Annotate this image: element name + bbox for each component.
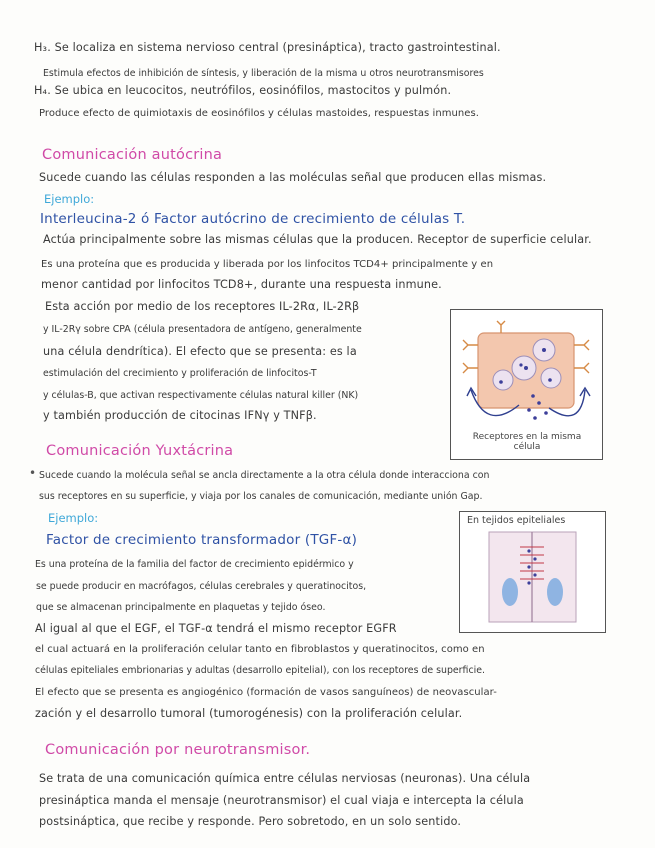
- neurotransmitter-line-2: presináptica manda el mensaje (neurotransmisor) el cual viaja e intercepta la célula: [39, 794, 524, 807]
- intro-line-chemotaxis: Produce efecto de quimiotaxis de eosinófilos y células mastoides, respuestas inmunes.: [39, 108, 479, 119]
- juxtacrine-line-2: sus receptores en su superficie, y viaja por los canales de comunicación, mediante unión Gap.: [39, 491, 483, 502]
- juxtacrine-line-5: que se almacenan principalmente en plaquetas y tejido óseo.: [36, 602, 326, 613]
- autocrine-line-7: estimulación del crecimiento y proliferación de linfocitos-T: [43, 368, 317, 379]
- juxtacrine-line-7: el cual actuará en la proliferación celular tanto en fibroblastos y queratinocitos, como en: [35, 644, 485, 655]
- bullet-icon: •: [29, 466, 37, 480]
- autocrine-figure-caption: Receptores en la misma célula: [472, 432, 582, 452]
- autocrine-line-3: menor cantidad por linfocitos TCD8+, durante una respuesta inmune.: [41, 278, 442, 291]
- autocrine-line-5: y IL-2Rγ sobre CPA (célula presentadora de antígeno, generalmente: [43, 324, 362, 335]
- autocrine-figure: [450, 309, 603, 460]
- autocrine-description: Sucede cuando las células responden a las moléculas señal que producen ellas mismas.: [39, 171, 547, 184]
- autocrine-line-8: y células-B, que activan respectivamente células natural killer (NK): [43, 390, 359, 401]
- autocrine-line-9: y también producción de citocinas IFNγ y TNFβ.: [43, 409, 317, 422]
- autocrine-line-6: una célula dendrítica). El efecto que se presenta: es la: [43, 345, 357, 358]
- autocrine-line-4: Esta acción por medio de los receptores IL-2Rα, IL-2Rβ: [45, 300, 360, 313]
- juxtacrine-line-4: se puede producir en macrófagos, células cerebrales y queratinocitos,: [36, 581, 367, 592]
- juxtacrine-figure: [459, 511, 606, 633]
- autocrine-example-title: Interleucina-2 ó Factor autócrino de crecimiento de células T.: [40, 211, 466, 227]
- juxtacrine-line-3: Es una proteína de la familia del factor de crecimiento epidérmico y: [35, 559, 354, 570]
- intro-line-h4: H₄. Se ubica en leucocitos, neutrófilos, eosinófilos, mastocitos y pulmón.: [34, 84, 452, 97]
- juxtacrine-line-10: zación y el desarrollo tumoral (tumorogénesis) con la proliferación celular.: [35, 707, 463, 720]
- juxtacrine-line-8: células epiteliales embrionarias y adultas (desarrollo epitelial), con los receptores de superficie.: [35, 665, 485, 676]
- juxtacrine-example-title: Factor de crecimiento transformador (TGF-α): [46, 532, 358, 548]
- autocrine-example-label: Ejemplo:: [44, 192, 95, 206]
- juxtacrine-line-9: El efecto que se presenta es angiogénico (formación de vasos sanguíneos) de neovascular-: [35, 687, 497, 698]
- autocrine-heading: Comunicación autócrina: [42, 147, 223, 163]
- neurotransmitter-line-1: Se trata de una comunicación química entre células nerviosas (neuronas). Una célula: [39, 772, 531, 785]
- neurotransmitter-line-3: postsináptica, que recibe y responde. Pero sobretodo, en un solo sentido.: [39, 815, 462, 828]
- neurotransmitter-heading: Comunicación por neurotransmisor.: [45, 742, 311, 758]
- juxtacrine-line-1: Sucede cuando la molécula señal se ancla directamente a la otra célula donde interacciona con: [39, 470, 490, 481]
- epithelial-cell-diagram: [460, 512, 605, 632]
- intro-line-h3: H₃. Se localiza en sistema nervioso central (presináptica), tracto gastrointestinal.: [34, 41, 501, 54]
- autocrine-line-1: Actúa principalmente sobre las mismas células que la producen. Receptor de superficie celular.: [43, 233, 592, 246]
- juxtacrine-example-label: Ejemplo:: [48, 511, 99, 525]
- autocrine-line-2: Es una proteína que es producida y liberada por los linfocitos TCD4+ principalmente y en: [41, 259, 494, 270]
- intro-line-effects: Estimula efectos de inhibición de síntesis, y liberación de la misma u otros neurotransmisores: [43, 68, 484, 79]
- juxtacrine-line-6: Al igual al que el EGF, el TGF-α tendrá el mismo receptor EGFR: [35, 622, 397, 635]
- juxtacrine-figure-title: En tejidos epiteliales: [467, 515, 566, 526]
- juxtacrine-heading: Comunicación Yuxtácrina: [46, 443, 234, 459]
